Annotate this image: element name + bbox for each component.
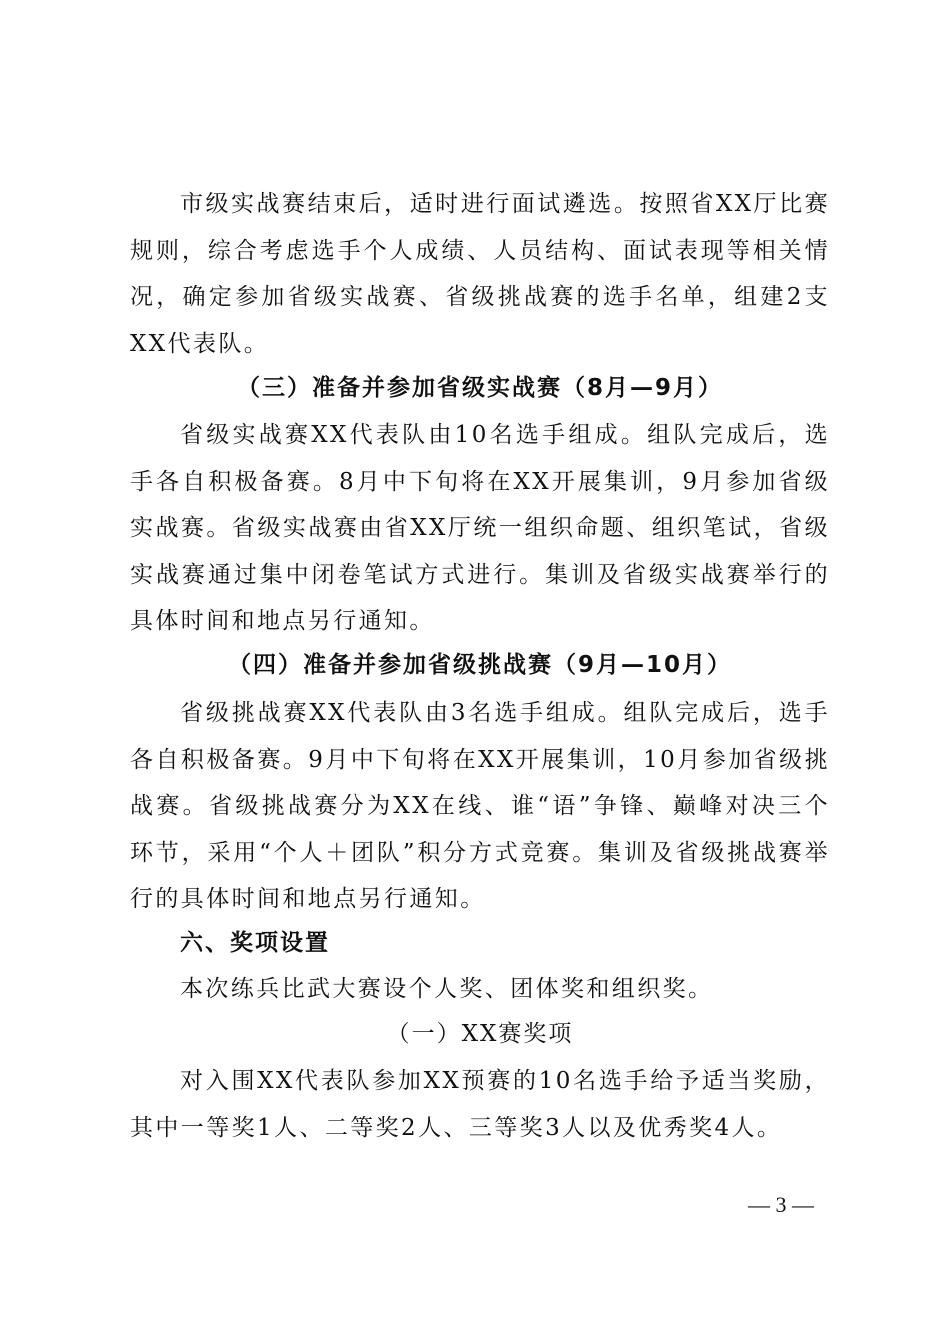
subheading-xx-awards: （一）XX赛奖项 bbox=[386, 1021, 574, 1047]
subheading-provincial-practice: （三）准备并参加省级实战赛（8月—9月） bbox=[236, 375, 723, 401]
page-number: — 3 — bbox=[748, 1192, 814, 1217]
section-heading-awards: 六、奖项设置 bbox=[180, 930, 330, 956]
paragraph-team-selection: 市级实战赛结束后，适时进行面试遴选。按照省XX厅比赛规则，综合考虑选手个人成绩、人员结构、面试表现等相关情况，确定参加省级实战赛、省级挑战赛的选手名单，组建2支XX代表队。 bbox=[130, 191, 830, 357]
paragraph-provincial-challenge: 省级挑战赛XX代表队由3名选手组成。组队完成后，选手各自积极备赛。9月中下旬将在XX开展集训，10月参加省级挑战赛。省级挑战赛分为XX在线、谁“语”争锋、巅峰对决三个环节，采用“个人＋团队”积分方式竞赛。集训及省级挑战赛举行的具体时间和地点另行通知。 bbox=[130, 700, 830, 912]
subheading-provincial-challenge: （四）准备并参加省级挑战赛（9月—10月） bbox=[227, 652, 732, 678]
paragraph-xx-awards: 对入围XX代表队参加XX预赛的10名选手给予适当奖励，其中一等奖1人、二等奖2人、三等奖3人以及优秀奖4人。 bbox=[130, 1068, 830, 1141]
paragraph-provincial-practice: 省级实战赛XX代表队由10名选手组成。组队完成后，选手各自积极备赛。8月中下旬将在XX开展集训，9月参加省级实战赛。省级实战赛由省XX厅统一组织命题、组织笔试，省级实战赛通过集中闭卷笔试方式进行。集训及省级实战赛举行的具体时间和地点另行通知。 bbox=[130, 422, 830, 634]
paragraph-awards-intro: 本次练兵比武大赛设个人奖、团体奖和组织奖。 bbox=[180, 976, 714, 1002]
